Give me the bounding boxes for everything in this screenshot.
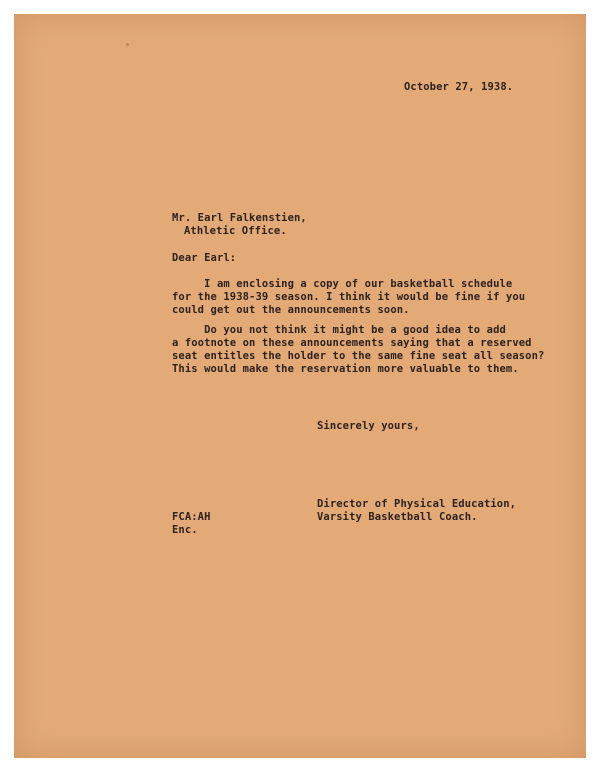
paragraph-1-line: could get out the announcements soon.	[172, 304, 410, 316]
closing: Sincerely yours,	[317, 420, 420, 432]
salutation: Dear Earl:	[172, 252, 237, 264]
paper-spot	[126, 43, 129, 46]
letter-date: October 27, 1938.	[404, 81, 514, 93]
signature-block	[317, 498, 516, 524]
recipient-name: Mr. Earl Falkenstien,	[172, 212, 307, 224]
paragraph-2	[172, 324, 544, 376]
paragraph-2-line: seat entitles the holder to the same fine seat all season?	[172, 350, 545, 362]
recipient-address	[172, 212, 307, 238]
paragraph-2-line: a footnote on these announcements saying that a reserved	[172, 337, 532, 349]
paragraph-1	[172, 278, 525, 317]
reference-initials	[172, 511, 211, 537]
recipient-office: Athletic Office.	[184, 225, 287, 237]
paragraph-2-line: This would make the reservation more valuable to them.	[172, 363, 519, 375]
paragraph-1-line: I am enclosing a copy of our basketball schedule	[172, 278, 513, 290]
signature-title-1: Director of Physical Education,	[317, 498, 517, 510]
paragraph-2-line: Do you not think it might be a good idea to add	[172, 324, 506, 336]
paragraph-1-line: for the 1938-39 season. I think it would be fine if you	[172, 291, 526, 303]
signature-title-2: Varsity Basketball Coach.	[317, 511, 478, 523]
enclosure-note: Enc.	[172, 524, 198, 536]
typist-initials: FCA:AH	[172, 511, 211, 523]
letter-sheet	[14, 14, 586, 758]
